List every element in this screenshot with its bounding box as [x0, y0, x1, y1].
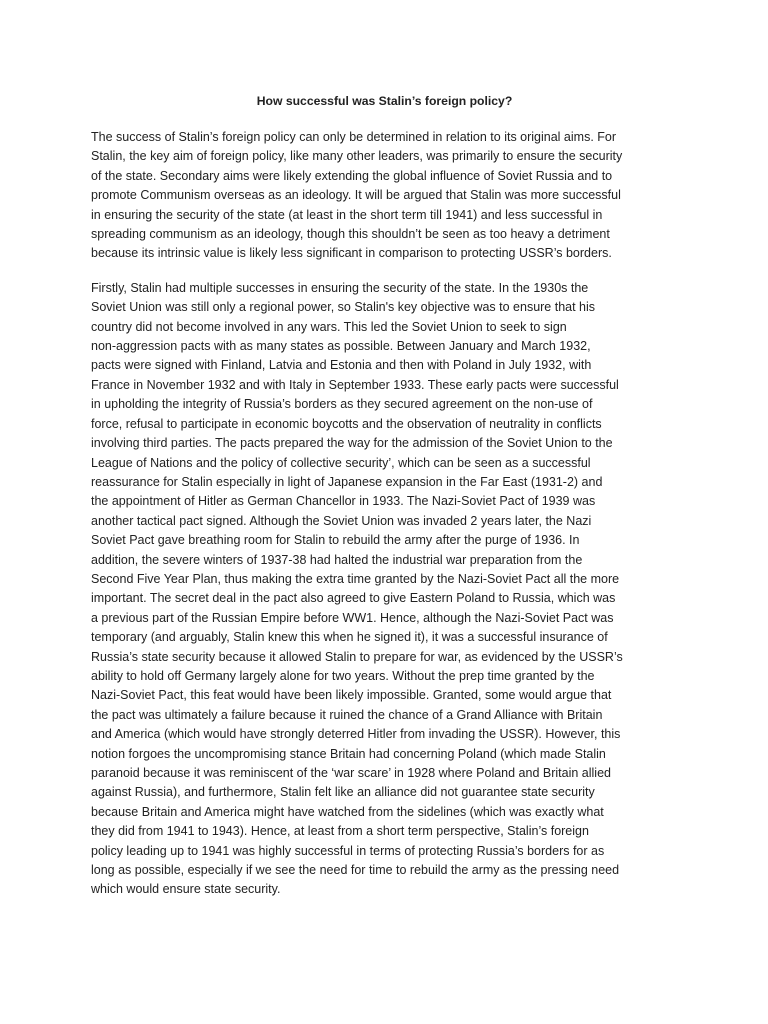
paragraph-line: paranoid because it was reminiscent of the ‘war scare’ in 1928 where Poland and Britain allied	[91, 766, 611, 780]
paragraph-line: country did not become involved in any wars. This led the Soviet Union to seek to sign	[91, 319, 567, 334]
paragraph-line: in ensuring the security of the state (at least in the short term till 1941) and less successful in	[91, 207, 603, 222]
paragraph-line: Russia’s state security because it allowed Stalin to prepare for war, as evidenced by the USSR’s	[91, 649, 623, 664]
paragraph-line: promote Communism overseas as an ideology. It will be argued that Stalin was more successful	[91, 188, 621, 203]
paragraph-line: and America (which would have strongly deterred Hitler from invading the USSR). However, this	[91, 727, 621, 742]
paragraph-line: temporary (and arguably, Stalin knew this when he signed it), it was a successful insurance of	[91, 630, 608, 645]
paragraph-line: because Britain and America might have watched from the sidelines (which was exactly what	[91, 804, 604, 819]
paragraph-line: against Russia), and furthermore, Stalin felt like an alliance did not guarantee state security	[91, 785, 595, 800]
paragraph-line: the appointment of Hitler as German Chancellor in 1933. The Nazi-Soviet Pact of 1939 was	[91, 494, 596, 509]
paragraph-line: long as possible, especially if we see the need for time to rebuild the army as the pressing need	[91, 863, 620, 878]
paragraph-line: a previous part of the Russian Empire before WW1. Hence, although the Nazi-Soviet Pact was	[91, 610, 614, 625]
paragraph-line: France in November 1932 and with Italy in September 1933. These early pacts were successful	[91, 377, 619, 392]
paragraph-line: ability to hold off Germany largely alone for two years. Without the prep time granted by the	[91, 668, 595, 683]
paragraph-line: Soviet Pact gave breathing room for Stalin to rebuild the army after the purge of 1936. In	[91, 533, 580, 548]
paragraph-line: Nazi-Soviet Pact, this feat would have been likely impossible. Granted, some would argue that	[91, 688, 612, 703]
paragraph-line: Soviet Union was still only a regional power, so Stalin's key objective was to ensure that his	[91, 300, 596, 315]
paragraph-line: in upholding the integrity of Russia’s borders as they secured agreement on the non-use of	[91, 397, 593, 412]
document-body	[91, 128, 678, 900]
paragraph-line: another tactical pact signed. Although the Soviet Union was invaded 2 years later, the Nazi	[91, 513, 592, 528]
paragraph-line: the pact was ultimately a failure because it ruined the chance of a Grand Alliance with Britain	[91, 707, 603, 722]
paragraph-line: non-aggression pacts with as many states as possible. Between January and March 1932,	[91, 339, 591, 354]
paragraph-line: addition, the severe winters of 1937-38 had halted the industrial war preparation from the	[91, 552, 583, 567]
paragraph-line: notion forgoes the uncompromising stance Britain had concerning Poland (which made Stalin	[91, 746, 606, 761]
paragraph-line: important. The secret deal in the pact also agreed to give Eastern Poland to Russia, which was	[91, 591, 616, 606]
document-title: How successful was Stalin’s foreign policy?	[256, 94, 513, 108]
paragraph-2	[91, 279, 678, 900]
paragraph-line: reassurance for Stalin especially in light of Japanese expansion in the Far East (1931-2) and	[91, 474, 603, 489]
paragraph-line: force, refusal to participate in economic boycotts and the observation of neutrality in conflicts	[91, 416, 602, 431]
paragraph-line: spreading communism as an ideology, though this shouldn’t be seen as too heavy a detriment	[91, 227, 610, 242]
paragraph-line: policy leading up to 1941 was highly successful in terms of protecting Russia’s borders for as	[91, 843, 605, 858]
paragraph-line: because its intrinsic value is likely less significant in comparison to protecting USSR’s borders.	[91, 246, 612, 261]
paragraph-line: League of Nations and the policy of collective security’, which can be seen as a successful	[91, 455, 591, 470]
paragraph-line: involving third parties. The pacts prepared the way for the admission of the Soviet Union to the	[91, 436, 613, 451]
paragraph-line: of the state. Secondary aims were likely extending the global influence of Soviet Russia and to	[91, 168, 613, 183]
paragraph-line: Stalin, the key aim of foreign policy, like many other leaders, was primarily to ensure the security	[91, 149, 623, 164]
paragraph-line: they did from 1941 to 1943). Hence, at least from a short term perspective, Stalin’s foreign	[91, 824, 589, 839]
paragraph-line: pacts were signed with Finland, Latvia and Estonia and then with Poland in July 1932, with	[91, 358, 592, 373]
paragraph-line: which would ensure state security.	[91, 882, 281, 897]
paragraph-line: The success of Stalin’s foreign policy can only be determined in relation to its original aims. For	[91, 130, 617, 144]
paragraph-line: Second Five Year Plan, thus making the extra time granted by the Nazi-Soviet Pact all the more	[91, 571, 620, 586]
paragraph-1	[91, 128, 678, 264]
paragraph-line: Firstly, Stalin had multiple successes in ensuring the security of the state. In the 1930s the	[91, 280, 589, 295]
